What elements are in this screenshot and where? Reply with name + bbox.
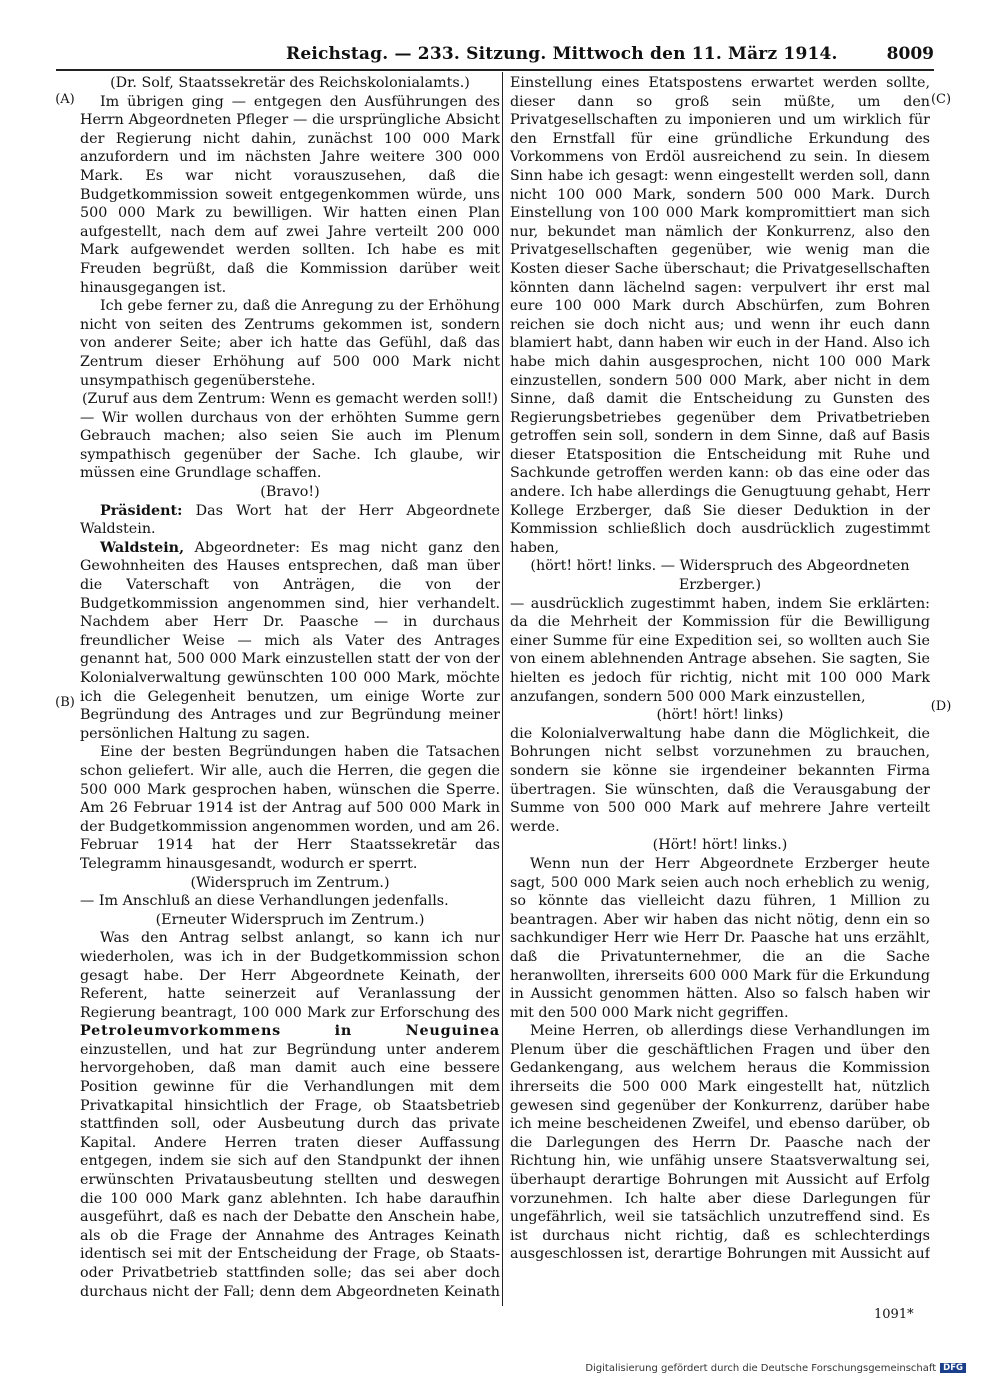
speaker-attribution: (Dr. Solf, Staatssekretär des Reichskolonialamts.) <box>110 75 470 91</box>
speaker-name: Präsident: <box>100 502 183 519</box>
paragraph-text: Das Wort hat der Herr Abgeordnete Waldstein. <box>80 502 500 538</box>
digitization-credit <box>585 1363 966 1374</box>
paragraph <box>80 929 500 1302</box>
header-rule <box>56 69 934 71</box>
paragraph: Ich gebe ferner zu, daß die Anregung zu der Erhöhung nicht von seiten des Zentrums gekommen ist, sondern von anderer Seite; aber ich hatte das Gefühl, daß das Zentrum dieser Erhöhung auf 500 000 Mark nicht unsympathisch gegenüberstehe. <box>80 298 500 389</box>
credit-text: Digitalisierung gefördert durch die Deutsche Forschungsgemeinschaft <box>585 1363 937 1374</box>
speaker-name: Waldstein, <box>100 539 185 556</box>
margin-marker-d: (D) <box>930 699 952 714</box>
printer-signature: 1091* <box>874 1307 914 1322</box>
paragraph: — Wir wollen durchaus von der erhöhten Summe gern Gebrauch machen; also seien Sie auch im Plenum sympathisch gegenüber der Sache. Ich glaube, wir müssen eine Grundlage schaffen. <box>80 409 500 482</box>
paragraph-text: einzustellen, und hat zur Begründung unter anderem hervorgehoben, daß man damit auch eine bessere Position gewinne für die Verhandlungen mit dem Privatkapital hinsichtlich der Frage, ob Staatsbetrieb stattfinden soll, oder Ausbeutung durch das private Kapital. Andere Herren traten dieser Auffassung entgegen, indem sie sich auf den Standpunkt der ihnen erwünschten Privatausbeutung stellten und deswegen die 100 000 Mark ganz ablehnten. Ich habe daraufhin ausgeführt, daß es nach der Debatte den Anschein habe, als ob die Frage der Annahme des Antrages Keinath identisch sei mit der Entscheidung der Frage, ob Staats- oder Privatbetrieb stattfinden solle; das sei aber doch durchaus nicht der Fall; denn dem Abgeordneten Keinath <box>80 1041 500 1300</box>
paragraph-text: Abgeordneter: Es mag nicht ganz den Gewohnheiten des Hauses entsprechen, daß man über die Vaterschaft von Anträgen, die von der Budgetkommission angenommen sind, hier verhandelt. Nachdem aber Herr Dr. Paasche — in durchaus freundlicher Weise — mich als Vater des Antrages genannt hat, 500 000 Mark einzustellen statt der von der Kolonialverwaltung gewünschten 100 000 Mark, möchte ich die Gelegenheit benutzen, um einige Worte zur Begründung des Antrages und zur Begründung meiner persönlichen Haltung zu sagen. <box>80 539 500 742</box>
paragraph: die Kolonialverwaltung habe dann die Möglichkeit, die Bohrungen nicht selbst vorzunehmen zu brauchen, sondern sie könne sie irgendeiner bekannten Firma übertragen. Sie wünschten, daß die Verausgabung der Summe von 500 000 Mark auf mehrere Jahre verteilt werde. <box>510 725 930 835</box>
interjection: (hört! hört! links) <box>656 707 784 724</box>
margin-marker-b: (B) <box>55 695 75 710</box>
paragraph: Meine Herren, ob allerdings diese Verhandlungen im Plenum über die geschäftlichen Fragen und über den Gedankengang, aus welchem heraus die Kommission ihrerseits die 500 000 Mark eingestellt hat, nützlich gewesen sind gegenüber der Konkurrenz, darüber habe ich meine bescheidenen Zweifel, und ebenso darüber, ob die Darlegungen des Herrn Dr. Paasche nach der Richtung hin, wie unfähig unsere Staatsverwaltung sei, überhaupt derartige Bohrungen mit Aussicht auf Erfolg vorzunehmen. Ich halte aber diese Darlegungen für ungefährlich, weil sie tatsächlich unzutreffend sind. Es ist durchaus nicht richtig, daß es schlechterdings ausgeschlossen ist, derartige Bohrungen mit Aussicht auf <box>510 1023 930 1262</box>
margin-marker-c: (C) <box>930 92 952 107</box>
right-column <box>510 74 930 1262</box>
paragraph <box>80 502 500 539</box>
margin-marker-a: (A) <box>55 92 75 107</box>
paragraph: — ausdrücklich zugestimmt haben, indem Sie erklärten: da die Mehrheit der Kommission für die Bewilligung einer Summe für eine Expedition sei, so wollten auch Sie von einem ablehnenden Antrage absehen. Sie sagten, Sie hielten es jedoch für richtig, nicht mit 100 000 Mark anzufangen, sondern 500 000 Mark einzustellen, <box>510 595 930 705</box>
paragraph: Eine der besten Begründungen haben die Tatsachen schon geliefert. Wir alle, auch die Herren, die gegen die 500 000 Mark gesprochen haben, wünschen die Sperre. Am 26 Februar 1914 ist der Antrag auf 500 000 Mark in der Budgetkommission angenommen worden, und am 26. Februar 1914 hat der Herr Staatssekretär das Telegramm hinausgesandt, wodurch er sperrt. <box>80 744 500 872</box>
paragraph-text: Was den Antrag selbst anlangt, so kann ich nur wiederholen, was ich in der Budgetkommission schon gesagt habe. Der Herr Abgeordnete Keinath, der Referent, hatte seinerzeit auf Veranlassung der Regierung beantragt, 100 000 Mark zur Erforschung des <box>80 930 500 1021</box>
paragraph: Im übrigen ging — entgegen den Ausführungen des Herrn Abgeordneten Pfleger — die ursprüngliche Absicht der Regierung nicht dahin, zunächst 100 000 Mark anzufordern und im nächsten Jahre weitere 300 000 Mark. Es war nicht vorauszusehen, daß die Budgetkommission soweit entgegenkommen würde, uns 500 000 Mark zu bewilligen. Wir hatten einen Plan aufgestellt, nach dem auf zwei Jahre verteilt 200 000 Mark aufgewendet werden sollten. Ich habe es mit Freuden begrüßt, daß die Kommission darüber weit hinausgegangen ist. <box>80 93 500 296</box>
header-title: Reichstag. — 233. Sitzung. Mittwoch den 11. März 1914. <box>286 44 838 64</box>
column-divider <box>502 72 503 1306</box>
paragraph <box>80 539 500 744</box>
interjection: (hört! hört! links. — Widerspruch des Abgeordneten Erzberger.) <box>530 558 910 594</box>
interjection: (Hört! hört! links.) <box>652 837 788 854</box>
interjection: (Bravo!) <box>260 484 320 501</box>
page-number: 8009 <box>886 44 934 64</box>
paragraph: Einstellung eines Etatspostens erwartet werden sollte, dieser dann so groß sein müßte, um den Privatgesellschaften zu imponieren und um wirklich für den Ernstfall für eine gründliche Erkundung des Vorkommens von Erdöl ausreichend zu sein. In diesem Sinn habe ich gesagt: wenn eingestellt werden soll, dann nicht 100 000 Mark, sondern 500 000 Mark. Durch Einstellung von 100 000 Mark kompromittiert man sich nur, bekundet man nämlich der Konkurrenz, also den Privatgesellschaften gegenüber, wie wenig man die Kosten dieser Sache überschaut; die Privatgesellschaften könnten dann lächelnd sagen: verpulvert ihr erst mal eure 100 000 Mark durch Abschürfen, zum Bohren reichen sie doch nicht aus; und wenn ihr euch dann blamiert habt, dann haben wir euch in der Hand. Also ich habe mich dahin ausgesprochen, nicht 100 000 Mark einzustellen, sondern 500 000 Mark, aber nicht in dem Sinne, daß damit die Entscheidung zu Gunsten des Regierungsbetriebes gegenüber dem Privatbetrieben getroffen sein soll, sondern in dem Sinne, daß auf Basis dieser Etatsposition die Entscheidung mit Ruhe und Sachkunde getroffen werden kann: ob das eine oder das andere. Ich habe allerdings die Genugtuung gehabt, Herr Kollege Erzberger, daß Sie dieser Deduktion in der Kommission schließlich doch ausdrücklich zugestimmt haben, <box>510 75 930 556</box>
interjection: (Erneuter Widerspruch im Zentrum.) <box>155 911 425 928</box>
page-header <box>56 40 934 70</box>
interjection: (Zuruf aus dem Zentrum: Wenn es gemacht werden soll!) <box>81 391 499 408</box>
paragraph: — Im Anschluß an diese Verhandlungen jedenfalls. <box>80 893 449 910</box>
emphasized-phrase: Petroleumvorkommens in Neuguinea <box>80 1023 500 1040</box>
dfg-logo: DFG <box>940 1363 966 1373</box>
left-column <box>80 74 500 1302</box>
interjection: (Widerspruch im Zentrum.) <box>190 874 390 891</box>
paragraph: Wenn nun der Herr Abgeordnete Erzberger heute sagt, 500 000 Mark seien auch noch erheblich zu wenig, so könnte das vielleicht dazu führen, 1 Million zu beantragen. Aber wir haben das nicht nötig, denn ein so sachkundiger Herr wie Herr Dr. Paasche hat uns erzählt, daß die Privatunternehmer, die an die Sache heranwollten, ihrerseits 600 000 Mark für die Erkundung in Aussicht genommen hätten. Also so falsch haben wir mit den 500 000 Mark nicht gegriffen. <box>510 855 930 1021</box>
